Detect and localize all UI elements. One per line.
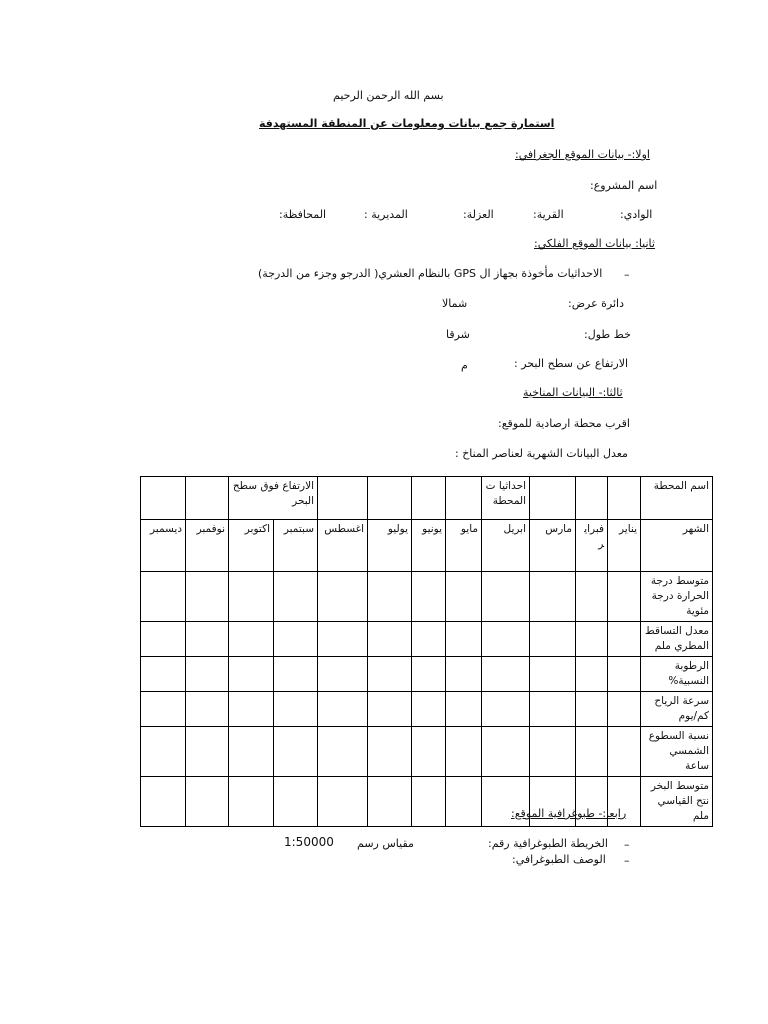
table-cell[interactable] [274,777,318,827]
table-cell[interactable] [318,622,368,657]
table-cell[interactable] [482,692,530,727]
table-cell[interactable] [368,657,412,692]
table-cell[interactable] [318,477,368,520]
meter-unit: م [461,359,468,372]
bullet-dash: – [624,268,630,281]
table-cell[interactable] [446,657,482,692]
village-label: القرية: [533,208,564,221]
month-header: يوليو [368,520,412,572]
table-cell[interactable] [446,572,482,622]
district-label: المديرية : [364,208,408,221]
table-cell[interactable] [576,657,608,692]
table-row-rainfall [141,622,713,657]
table-cell[interactable] [318,727,368,777]
table-cell[interactable] [576,692,608,727]
table-cell[interactable] [446,622,482,657]
section3-heading: ثالثا:- البيانات المناخية [523,386,623,399]
table-cell[interactable] [412,727,446,777]
table-row-sunshine [141,727,713,777]
topo-map-label: الخريطة الطبوغرافية رقم: [488,837,608,850]
table-cell[interactable] [446,727,482,777]
table-cell[interactable] [368,572,412,622]
table-cell[interactable] [412,657,446,692]
table-cell[interactable] [412,777,446,827]
table-cell[interactable] [608,692,641,727]
project-name-label: اسم المشروع: [590,179,658,192]
month-header: نوفمبر [186,520,229,572]
table-cell[interactable] [530,692,576,727]
climate-data-table [140,476,713,827]
station-name-header: اسم المحطة [641,477,713,520]
table-cell[interactable] [608,572,641,622]
table-cell[interactable] [318,692,368,727]
uzla-label: العزلة: [463,208,494,221]
table-cell[interactable] [368,692,412,727]
station-coords-header: احداثيا ت المحطة [482,477,530,520]
table-cell[interactable] [229,572,274,622]
table-cell[interactable] [446,777,482,827]
table-cell[interactable] [482,572,530,622]
table-cell[interactable] [482,727,530,777]
bullet-dash: – [624,838,630,851]
month-header: مايو [446,520,482,572]
table-cell[interactable] [274,572,318,622]
table-cell[interactable] [412,622,446,657]
east-label: شرقا [446,328,470,341]
section2-heading: ثانيا: بيانات الموقع الفلكي: [534,237,655,250]
table-cell[interactable] [530,727,576,777]
table-cell[interactable] [141,622,186,657]
month-header: اغسطس [318,520,368,572]
table-cell[interactable] [229,692,274,727]
table-cell[interactable] [576,622,608,657]
table-cell[interactable] [186,622,229,657]
table-cell[interactable] [446,477,482,520]
table-cell[interactable] [482,657,530,692]
table-cell[interactable] [368,777,412,827]
table-cell[interactable] [446,692,482,727]
bullet-dash: – [624,854,630,867]
table-row-wind-speed [141,692,713,727]
month-header: اكتوبر [229,520,274,572]
elevation-header: الارتفاع فوق سطح البحر [229,477,318,520]
month-header: ابريل [482,520,530,572]
nearest-station-label: اقرب محطة ارصادية للموقع: [498,417,630,430]
month-header: يونيو [412,520,446,572]
table-cell[interactable] [141,727,186,777]
table-cell[interactable] [530,477,576,520]
table-cell[interactable] [186,727,229,777]
section4-heading: رابعا:- طبوغرافية الموقع: [511,807,627,820]
scale-value: 1:50000 [284,835,334,849]
row-label: متوسط درجة الحرارة درجة مئوية [641,572,713,622]
table-cell[interactable] [412,692,446,727]
table-cell[interactable] [318,777,368,827]
table-cell[interactable] [412,477,446,520]
table-cell[interactable] [368,622,412,657]
table-cell[interactable] [576,727,608,777]
table-cell[interactable] [141,572,186,622]
table-cell[interactable] [482,622,530,657]
table-cell[interactable] [368,477,412,520]
table-cell[interactable] [186,777,229,827]
row-label: نسبة السطوع الشمسي ساعة [641,727,713,777]
table-cell[interactable] [186,692,229,727]
table-cell[interactable] [368,727,412,777]
table-cell[interactable] [229,777,274,827]
month-row-header: الشهر [641,520,713,572]
table-row-temperature [141,572,713,622]
table-cell[interactable] [318,572,368,622]
table-cell[interactable] [608,727,641,777]
month-header: فبراير [576,520,608,572]
table-cell[interactable] [186,657,229,692]
table-cell[interactable] [530,622,576,657]
topo-desc-label: الوصف الطبوغرافي: [512,853,606,866]
table-cell[interactable] [576,572,608,622]
row-label: معدل التساقط المطري ملم [641,622,713,657]
table-cell[interactable] [576,477,608,520]
table-row-humidity [141,657,713,692]
month-header: مارس [530,520,576,572]
elevation-label: الارتفاع عن سطح البحر : [514,357,629,370]
page-title: استمارة جمع بيانات ومعلومات عن المنطقة المستهدفة [259,117,555,130]
table-cell[interactable] [274,692,318,727]
table-cell[interactable] [274,657,318,692]
table-cell[interactable] [141,657,186,692]
table-cell[interactable] [141,477,186,520]
table-cell[interactable] [186,477,229,520]
basmala: بسم الله الرحمن الرحيم [333,89,444,102]
station-row [141,477,713,520]
longitude-label: خط طول: [584,328,631,341]
month-header: يناير [608,520,641,572]
table-cell[interactable] [229,657,274,692]
monthly-rate-label: معدل البيانات الشهرية لعناصر المناخ : [455,447,628,460]
row-label: متوسط البخر نتح القياسي ملم [641,777,713,827]
scale-label: مقياس رسم [357,837,414,850]
table-cell[interactable] [530,657,576,692]
table-cell[interactable] [141,692,186,727]
table-cell[interactable] [608,622,641,657]
row-label: سرعة الرياح كم/يوم [641,692,713,727]
table-cell[interactable] [186,572,229,622]
north-label: شمالا [442,297,468,310]
row-label: الرطوبة النسبية% [641,657,713,692]
coords-note: الاحداثيات مأخوذة بجهاز ال GPS بالنظام العشري( الدرجو وجزء من الدرجة) [258,267,603,280]
table-cell[interactable] [229,622,274,657]
table-cell[interactable] [530,572,576,622]
table-cell[interactable] [274,622,318,657]
month-header: سبتمبر [274,520,318,572]
table-cell[interactable] [229,727,274,777]
table-cell[interactable] [412,572,446,622]
latitude-label: دائرة عرض: [568,297,624,310]
table-cell[interactable] [274,727,318,777]
table-row-evapotranspiration [141,777,713,827]
table-cell[interactable] [141,777,186,827]
table-cell[interactable] [608,477,641,520]
table-cell[interactable] [318,657,368,692]
table-cell[interactable] [608,657,641,692]
section1-heading: اولا:- بيانات الموقع الجغرافي: [515,148,650,161]
month-header: ديسمبر [141,520,186,572]
wadi-label: الوادي: [620,208,653,221]
months-row [141,520,713,572]
governorate-label: المحافظة: [279,208,327,221]
